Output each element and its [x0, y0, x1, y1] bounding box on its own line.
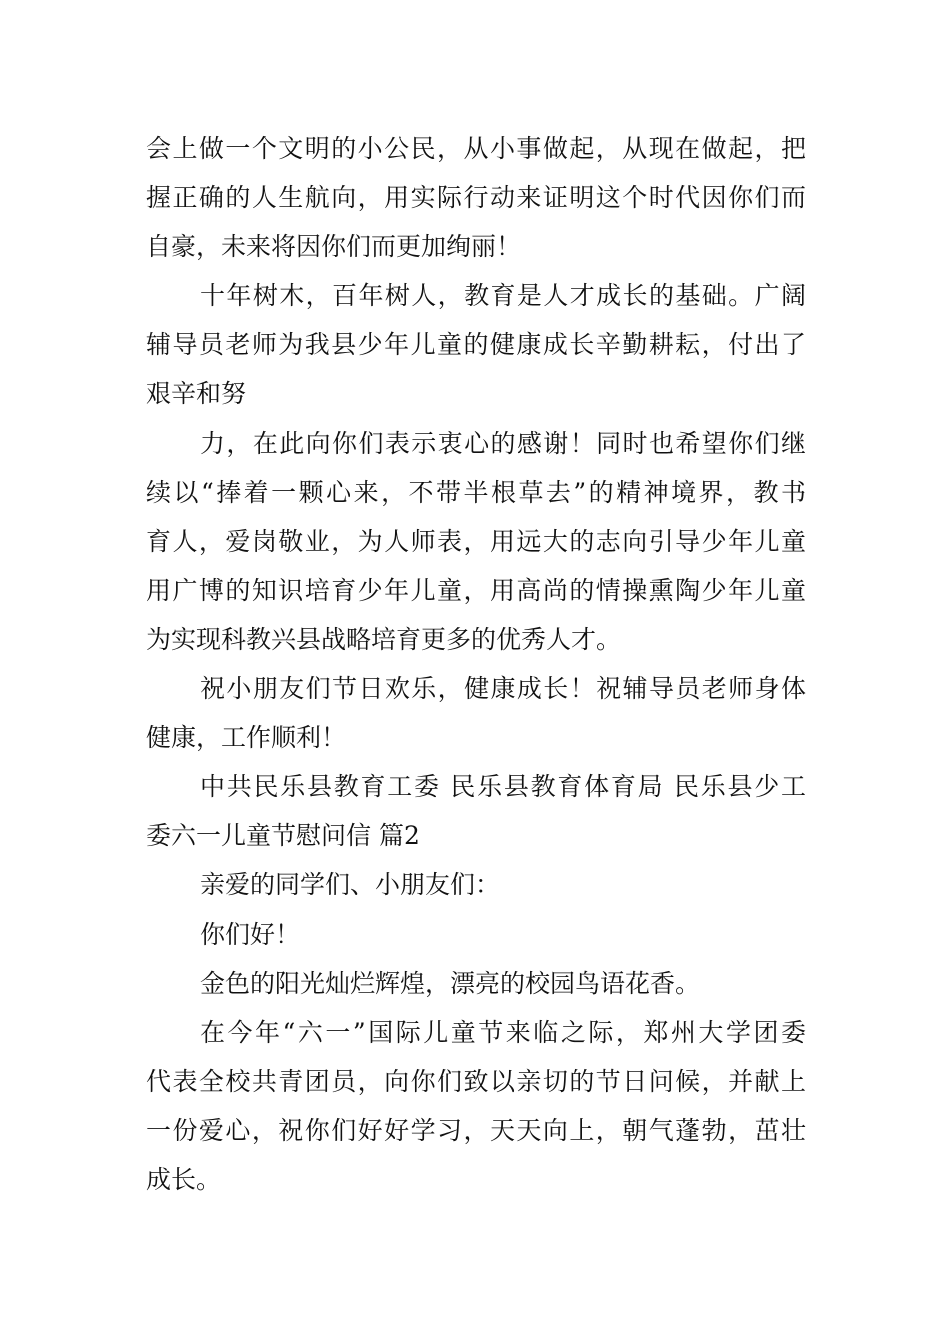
text-line: 会上做一个文明的小公民，从小事做起，从现在做起，把 — [146, 134, 806, 163]
text-line: 续以“捧着一颗心来，不带半根草去”的精神境界，教书 — [146, 477, 806, 507]
text-line: 为实现科教兴县战略培育更多的优秀人才。 — [146, 624, 622, 654]
text-line: 用广博的知识培育少年儿童，用高尚的情操熏陶少年儿童 — [146, 575, 806, 605]
paragraph-start-line: 十年树木，百年树人，教育是人才成长的基础。广阔 — [200, 281, 806, 311]
letter-body — [146, 124, 806, 1204]
salutation-line: 亲爱的同学们、小朋友们： — [200, 870, 501, 900]
text-line: 代表全校共青团员，向你们致以亲切的节日问候，并献上 — [146, 1066, 806, 1096]
text-line: 成长。 — [146, 1164, 222, 1194]
text-line: 艰辛和努 — [146, 379, 247, 409]
paragraph-start-line: 力，在此向你们表示衷心的感谢！同时也希望你们继 — [200, 428, 806, 458]
signature-line: 中共民乐县教育工委 民乐县教育体育局 民乐县少工 — [200, 772, 806, 802]
section-heading-line: 委六一儿童节慰问信 篇2 — [146, 821, 420, 851]
paragraph-start-line: 在今年“六一”国际儿童节来临之际，郑州大学团委 — [200, 1017, 806, 1047]
text-line: 握正确的人生航向，用实际行动来证明这个时代因你们而 — [146, 183, 806, 213]
greeting-line: 你们好！ — [200, 919, 301, 949]
paragraph-start-line: 祝小朋友们节日欢乐，健康成长！祝辅导员老师身体 — [200, 674, 806, 704]
text-line: 育人，爱岗敬业，为人师表，用远大的志向引导少年儿童 — [146, 526, 806, 556]
text-line: 自豪，未来将因你们而更加绚丽！ — [146, 232, 522, 262]
text-line: 健康，工作顺利！ — [146, 723, 347, 753]
paragraph-start-line: 金色的阳光灿烂辉煌，漂亮的校园鸟语花香。 — [200, 968, 701, 998]
text-line: 一份爱心，祝你们好好学习，天天向上，朝气蓬勃，茁壮 — [146, 1115, 806, 1145]
text-line: 辅导员老师为我县少年儿童的健康成长辛勤耕耘，付出了 — [146, 330, 806, 360]
